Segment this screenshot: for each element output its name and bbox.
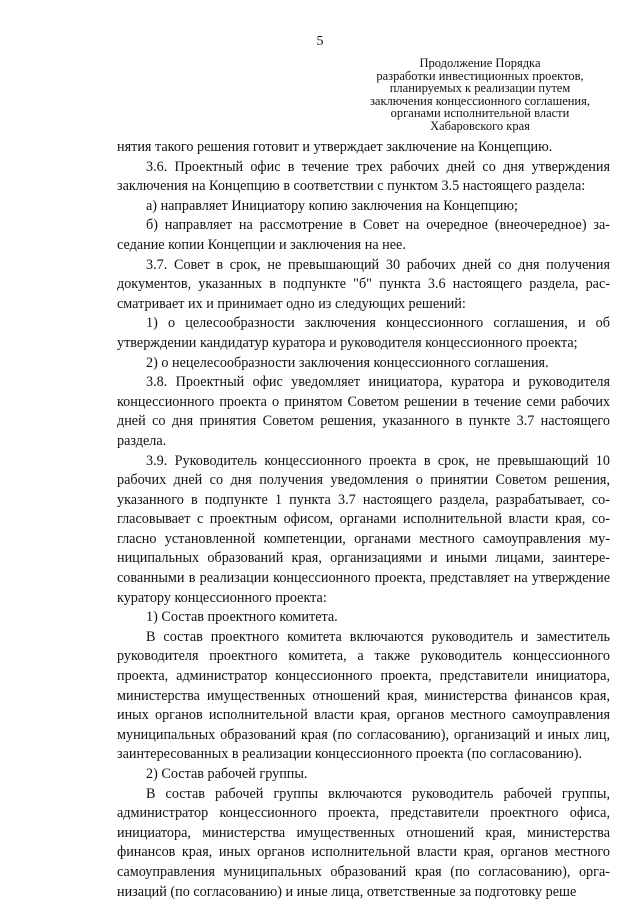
- paragraph-3-7: 3.7. Совет в срок, не превышающий 30 рабочих дней со дня получения документов, указанных в подпункте "б" пункта 3.6 настоящего раздела, рассматривает их и принимает одно из следующих решений:: [117, 256, 610, 312]
- paragraph-continuation: нятия такого решения готовит и утверждает заключение на Концепцию.: [117, 139, 553, 155]
- paragraph-3-9-2: 2) Состав рабочей группы.: [146, 766, 308, 782]
- header-line: Хабаровского края: [430, 118, 530, 133]
- paragraph-working-group: В состав рабочей группы включаются руководитель рабочей группы, администратор концессионного проекта, представители проектного офиса, инициатора, министерства имущественных отношений края, министерства финансов края, иных органов исполнительной власти края, органов местного самоуправления муниципальных образований края (по согласованию), организаций (по согласованию) и иные лица, ответственные за подготовку реше: [117, 785, 610, 900]
- paragraph-3-8: 3.8. Проектный офис уведомляет инициатора, куратора и руководителя концессионного проекта о принятом Советом решении в течение семи рабочих дней со дня принятия Советом решения, указанного в пункте 3.7 настоящего раздела.: [117, 374, 610, 449]
- paragraph-3-9: 3.9. Руководитель концессионного проекта в срок, не превышающий 10 рабочих дней со дня получения уведомления о принятии Советом решения, указанного в подпункте 1 пункта 3.7 настоящего раздела, разрабатывает, согласовывает с проектным офисом, органами исполнительной власти края, согласно установленной компетенции, органами местного самоуправления муниципальных образований края, организациями и иными лицами, заинтересованными в реализации концессионного проекта, представляет на утверждение куратору концессионного проекта:: [117, 452, 610, 606]
- paragraph-3-7-1: 1) о целесообразности заключения концессионного соглашения, и об утверждении кандидатур куратора и руководителя концессионного проекта;: [117, 315, 610, 351]
- document-body: [117, 138, 610, 902]
- header-line: органами исполнительной власти: [390, 106, 570, 120]
- paragraph-3-9-1: 1) Состав проектного комитета.: [146, 609, 338, 626]
- header-line: планируемых к реализации путем: [389, 81, 571, 95]
- header-line: заключения концессионного соглашения,: [369, 93, 591, 108]
- paragraph-3-6: 3.6. Проектный офис в течение трех рабочих дней со дня утверждения заключения на Концепцию в соответствии с пунктом 3.5 настоящего раздела:: [117, 158, 610, 195]
- paragraph-project-committee: В состав проектного комитета включаются руководитель и заместитель руководителя проектного комитета, а также руководитель концессионного проекта, администратор концессионного проекта, представители инициатора, министерства имущественных отношений края, министерства финансов края, иных органов исполнительной власти края, органов местного самоуправления муниципальных образований края (по согласованию), организаций и иных лиц, заинтересованных в реализации концессионного проекта (по согласованию).: [117, 628, 610, 763]
- paragraph-3-6-a: а) направляет Инициатору копию заключения на Концепцию;: [146, 197, 518, 214]
- header-line: Продолжение Порядка: [419, 56, 541, 70]
- paragraph-3-6-b: б) направляет на рассмотрение в Совет на очередное (внеочередное) заседание копии Концепции и заключения на нее.: [117, 217, 610, 253]
- document-header: [360, 57, 600, 132]
- page-number: 5: [316, 34, 324, 49]
- paragraph-3-7-2: 2) о нецелесообразности заключения концессионного соглашения.: [146, 354, 549, 371]
- header-line: разработки инвестиционных проектов,: [376, 68, 584, 83]
